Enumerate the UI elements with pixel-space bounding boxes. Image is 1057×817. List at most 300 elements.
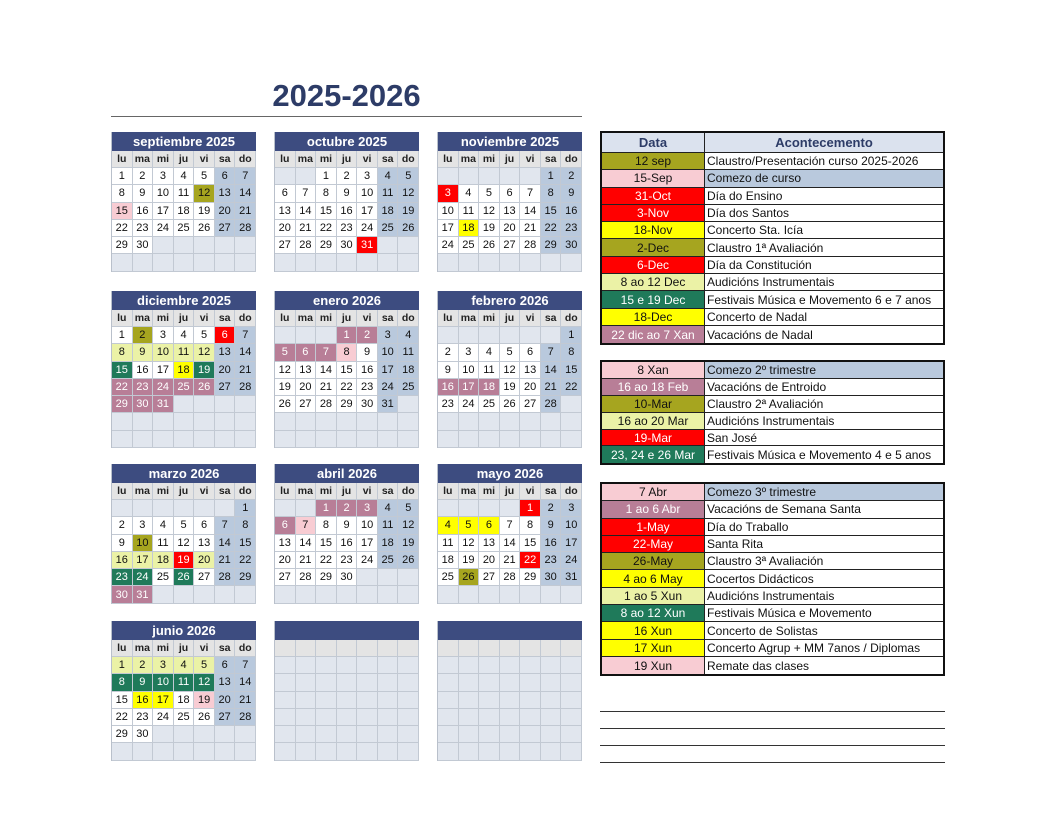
week-row: [112, 203, 256, 220]
day-cell: 24: [459, 396, 480, 413]
day-cell: [316, 431, 337, 448]
event-row: [602, 222, 943, 239]
day-cell: [541, 674, 562, 691]
day-cell: 7: [520, 185, 541, 202]
event-name: Festivais Música e Movemento 4 e 5 anos: [705, 446, 943, 463]
week-row: [275, 237, 419, 254]
month-header: diciembre 2025: [112, 291, 256, 310]
day-cell: 12: [479, 203, 500, 220]
day-cell: [194, 726, 215, 743]
day-cell: [479, 500, 500, 517]
events-header-row: [602, 133, 943, 153]
day-cell: 22: [541, 220, 562, 237]
day-cell: 28: [215, 569, 236, 586]
day-cell: 28: [500, 569, 521, 586]
weekday-label: vi: [194, 483, 215, 500]
day-cell: [479, 586, 500, 603]
day-cell: 22: [112, 709, 133, 726]
day-cell: 1: [541, 168, 562, 185]
day-cell: 21: [296, 552, 317, 569]
day-cell: 18: [378, 203, 399, 220]
day-cell: 18: [174, 692, 195, 709]
event-name: Claustro 2ª Avaliación: [705, 396, 943, 412]
day-cell: 18: [479, 379, 500, 396]
day-cell: 6: [275, 517, 296, 534]
day-cell: [337, 674, 358, 691]
day-cell: 17: [133, 552, 154, 569]
week-row: [275, 220, 419, 237]
event-date: 19-Mar: [602, 430, 705, 446]
day-cell: 21: [215, 552, 236, 569]
weekday-label: vi: [194, 151, 215, 168]
day-cell: 3: [438, 185, 459, 202]
day-cell: [438, 254, 459, 271]
weekday-label: do: [235, 483, 256, 500]
day-cell: 7: [316, 344, 337, 361]
day-cell: 25: [378, 552, 399, 569]
day-cell: 3: [153, 657, 174, 674]
day-cell: 27: [215, 709, 236, 726]
day-cell: [541, 709, 562, 726]
event-name: Concerto Sta. Icía: [705, 222, 943, 238]
weekday-label: ma: [459, 151, 480, 168]
day-cell: 22: [337, 379, 358, 396]
day-cell: 24: [561, 552, 582, 569]
day-cell: 4: [378, 500, 399, 517]
weekday-label: ju: [337, 151, 358, 168]
event-date: 18-Dec: [602, 309, 705, 325]
month-calendar-enero: [274, 291, 419, 448]
day-cell: 10: [357, 517, 378, 534]
week-row: [112, 535, 256, 552]
day-cell: 6: [194, 517, 215, 534]
day-cell: [235, 254, 256, 271]
day-cell: 1: [112, 168, 133, 185]
day-cell: 3: [378, 327, 399, 344]
event-row: [602, 362, 943, 379]
day-cell: 23: [133, 220, 154, 237]
event-name: Comezo 2º trimestre: [705, 362, 943, 378]
day-cell: [438, 168, 459, 185]
day-cell: [500, 327, 521, 344]
weekday-label: lu: [275, 310, 296, 327]
week-row: [275, 569, 419, 586]
event-row: [602, 588, 943, 605]
weekday-label: do: [235, 640, 256, 657]
day-cell: 17: [378, 362, 399, 379]
day-cell: 22: [112, 379, 133, 396]
week-row: [275, 586, 419, 603]
day-cell: [561, 431, 582, 448]
day-cell: [316, 709, 337, 726]
weekday-label: [520, 640, 541, 657]
day-cell: [561, 254, 582, 271]
notes-line: [600, 711, 945, 712]
weekday-row: [112, 483, 256, 500]
day-cell: [479, 254, 500, 271]
day-cell: [337, 743, 358, 760]
week-row: [112, 254, 256, 271]
week-row: [275, 396, 419, 413]
day-cell: 19: [174, 552, 195, 569]
event-date: 18-Nov: [602, 222, 705, 238]
day-cell: 5: [398, 168, 419, 185]
day-cell: [337, 254, 358, 271]
weekday-label: mi: [479, 483, 500, 500]
day-cell: 17: [459, 379, 480, 396]
event-row: [602, 605, 943, 622]
day-cell: 23: [561, 220, 582, 237]
day-cell: 24: [378, 379, 399, 396]
day-cell: 8: [561, 344, 582, 361]
day-cell: 12: [194, 185, 215, 202]
day-cell: [438, 692, 459, 709]
day-cell: 15: [235, 535, 256, 552]
day-cell: [275, 413, 296, 430]
day-cell: [296, 743, 317, 760]
week-row: [275, 709, 419, 726]
day-cell: 11: [174, 185, 195, 202]
weekday-label: sa: [541, 151, 562, 168]
day-cell: [561, 726, 582, 743]
day-cell: 11: [459, 203, 480, 220]
day-cell: [174, 254, 195, 271]
day-cell: 10: [357, 185, 378, 202]
day-cell: 15: [112, 203, 133, 220]
day-cell: [357, 726, 378, 743]
day-cell: [275, 726, 296, 743]
day-cell: [438, 657, 459, 674]
day-cell: [296, 327, 317, 344]
day-cell: 21: [296, 220, 317, 237]
weekday-label: mi: [153, 483, 174, 500]
weekday-label: ju: [500, 310, 521, 327]
day-cell: [398, 674, 419, 691]
day-cell: 13: [194, 535, 215, 552]
day-cell: [520, 674, 541, 691]
month-calendar-octubre: [274, 132, 419, 272]
day-cell: 15: [337, 362, 358, 379]
day-cell: [357, 743, 378, 760]
day-cell: 29: [316, 237, 337, 254]
calendar-title: 2025-2026: [272, 78, 421, 113]
day-cell: 29: [316, 569, 337, 586]
day-cell: 30: [133, 726, 154, 743]
day-cell: [520, 726, 541, 743]
event-row: [602, 257, 943, 274]
day-cell: 8: [112, 344, 133, 361]
event-name: Día dos Santos: [705, 205, 943, 221]
day-cell: 11: [378, 517, 399, 534]
weekday-label: ma: [459, 310, 480, 327]
week-row: [275, 552, 419, 569]
event-name: Festivais Música e Movemento: [705, 605, 943, 621]
week-row: [112, 517, 256, 534]
day-cell: 19: [459, 552, 480, 569]
day-cell: 10: [459, 362, 480, 379]
day-cell: [112, 254, 133, 271]
event-name: Día da Constitución: [705, 257, 943, 273]
day-cell: [459, 168, 480, 185]
day-cell: [296, 254, 317, 271]
day-cell: [561, 692, 582, 709]
day-cell: 27: [296, 396, 317, 413]
day-cell: [133, 254, 154, 271]
day-cell: [153, 431, 174, 448]
day-cell: [215, 413, 236, 430]
weekday-label: do: [561, 310, 582, 327]
day-cell: [378, 586, 399, 603]
event-name: Cocertos Didácticos: [705, 570, 943, 586]
day-cell: 9: [541, 517, 562, 534]
weekday-row: [275, 483, 419, 500]
weekday-label: mi: [479, 151, 500, 168]
day-cell: [316, 743, 337, 760]
weekday-row: [112, 310, 256, 327]
week-row: [112, 709, 256, 726]
day-cell: 4: [398, 327, 419, 344]
day-cell: [500, 413, 521, 430]
day-cell: 23: [438, 396, 459, 413]
day-cell: 27: [520, 396, 541, 413]
day-cell: 4: [459, 185, 480, 202]
day-cell: 11: [174, 344, 195, 361]
day-cell: 28: [296, 237, 317, 254]
event-name: Día do Traballo: [705, 519, 943, 535]
day-cell: 23: [357, 379, 378, 396]
day-cell: 27: [215, 379, 236, 396]
month-header: febrero 2026: [438, 291, 582, 310]
day-cell: [500, 674, 521, 691]
day-cell: [479, 168, 500, 185]
day-cell: [275, 254, 296, 271]
day-cell: 7: [235, 168, 256, 185]
day-cell: 7: [500, 517, 521, 534]
week-row: [438, 569, 582, 586]
day-cell: 29: [541, 237, 562, 254]
day-cell: 11: [479, 362, 500, 379]
day-cell: 1: [520, 500, 541, 517]
weekday-label: ma: [296, 310, 317, 327]
day-cell: [235, 586, 256, 603]
day-cell: [153, 726, 174, 743]
day-cell: [459, 692, 480, 709]
day-cell: 19: [194, 692, 215, 709]
week-row: [438, 396, 582, 413]
day-cell: [500, 692, 521, 709]
day-cell: 5: [194, 657, 215, 674]
day-cell: [520, 327, 541, 344]
day-cell: 20: [520, 379, 541, 396]
day-cell: 1: [561, 327, 582, 344]
day-cell: [153, 254, 174, 271]
day-cell: 4: [174, 657, 195, 674]
day-cell: [541, 743, 562, 760]
day-cell: 3: [133, 517, 154, 534]
day-cell: 24: [133, 569, 154, 586]
day-cell: [153, 743, 174, 760]
day-cell: [215, 586, 236, 603]
weekday-label: vi: [357, 310, 378, 327]
day-cell: [398, 709, 419, 726]
day-cell: 6: [296, 344, 317, 361]
day-cell: 12: [500, 362, 521, 379]
day-cell: 18: [378, 535, 399, 552]
weekday-label: [561, 640, 582, 657]
weekday-label: ma: [296, 483, 317, 500]
week-row: [112, 569, 256, 586]
day-cell: 17: [357, 535, 378, 552]
weekday-label: ju: [174, 640, 195, 657]
day-cell: 8: [316, 185, 337, 202]
day-cell: [541, 657, 562, 674]
week-row: [275, 500, 419, 517]
day-cell: [275, 168, 296, 185]
day-cell: [398, 569, 419, 586]
weekday-label: [337, 640, 358, 657]
day-cell: [174, 237, 195, 254]
day-cell: 9: [337, 185, 358, 202]
week-row: [275, 254, 419, 271]
week-row: [438, 203, 582, 220]
week-row: [275, 344, 419, 361]
event-date: 16 ao 20 Mar: [602, 413, 705, 429]
day-cell: 25: [378, 220, 399, 237]
day-cell: [378, 674, 399, 691]
day-cell: 1: [316, 168, 337, 185]
day-cell: 21: [520, 220, 541, 237]
week-row: [112, 237, 256, 254]
day-cell: [438, 674, 459, 691]
day-cell: [357, 657, 378, 674]
day-cell: [479, 692, 500, 709]
weekday-label: ma: [133, 483, 154, 500]
day-cell: [296, 657, 317, 674]
week-row: [112, 327, 256, 344]
day-cell: [438, 586, 459, 603]
day-cell: 3: [561, 500, 582, 517]
day-cell: 29: [112, 237, 133, 254]
month-header: mayo 2026: [438, 464, 582, 483]
day-cell: [337, 709, 358, 726]
day-cell: [337, 431, 358, 448]
weekday-label: lu: [275, 151, 296, 168]
week-row: [275, 327, 419, 344]
day-cell: 30: [561, 237, 582, 254]
day-cell: 28: [296, 569, 317, 586]
day-cell: 28: [235, 379, 256, 396]
day-cell: 30: [541, 569, 562, 586]
event-name: Concerto Agrup + MM 7anos / Diplomas: [705, 640, 943, 656]
day-cell: 26: [194, 220, 215, 237]
day-cell: [500, 500, 521, 517]
day-cell: 2: [112, 517, 133, 534]
day-cell: 12: [275, 362, 296, 379]
day-cell: [296, 413, 317, 430]
day-cell: [459, 743, 480, 760]
event-date: 4 ao 6 May: [602, 570, 705, 586]
weekday-label: lu: [112, 483, 133, 500]
day-cell: 10: [153, 344, 174, 361]
week-row: [438, 535, 582, 552]
day-cell: 27: [194, 569, 215, 586]
event-row: [602, 501, 943, 518]
day-cell: 15: [316, 535, 337, 552]
week-row: [275, 726, 419, 743]
week-row: [438, 552, 582, 569]
event-date: 8 Xan: [602, 362, 705, 378]
week-row: [112, 586, 256, 603]
day-cell: 7: [296, 517, 317, 534]
day-cell: 22: [561, 379, 582, 396]
day-cell: [357, 431, 378, 448]
week-row: [112, 657, 256, 674]
day-cell: 10: [378, 344, 399, 361]
day-cell: [378, 657, 399, 674]
day-cell: [520, 168, 541, 185]
day-cell: [296, 431, 317, 448]
week-row: [275, 674, 419, 691]
day-cell: 5: [479, 185, 500, 202]
day-cell: 31: [561, 569, 582, 586]
week-row: [112, 379, 256, 396]
day-cell: [520, 431, 541, 448]
event-date: 8 ao 12 Dec: [602, 274, 705, 290]
notes-line: [600, 762, 945, 763]
day-cell: [398, 726, 419, 743]
weekday-label: sa: [215, 151, 236, 168]
day-cell: 12: [194, 344, 215, 361]
day-cell: [378, 254, 399, 271]
day-cell: 19: [194, 203, 215, 220]
day-cell: 26: [398, 552, 419, 569]
day-cell: [153, 586, 174, 603]
week-row: [438, 726, 582, 743]
notes-line: [600, 745, 945, 746]
weekday-label: do: [561, 483, 582, 500]
week-row: [112, 726, 256, 743]
day-cell: 10: [153, 674, 174, 691]
day-cell: 20: [215, 692, 236, 709]
day-cell: [316, 726, 337, 743]
day-cell: 5: [194, 168, 215, 185]
week-row: [438, 379, 582, 396]
week-row: [438, 168, 582, 185]
day-cell: [235, 396, 256, 413]
month-calendar-empty: [274, 621, 419, 761]
event-name: Claustro 1ª Avaliación: [705, 239, 943, 255]
day-cell: [194, 396, 215, 413]
day-cell: [378, 431, 399, 448]
day-cell: 31: [133, 586, 154, 603]
day-cell: 16: [561, 203, 582, 220]
day-cell: 25: [459, 237, 480, 254]
day-cell: 27: [500, 237, 521, 254]
month-header: junio 2026: [112, 621, 256, 640]
day-cell: 15: [316, 203, 337, 220]
day-cell: [316, 586, 337, 603]
event-name: Audicións Instrumentais: [705, 274, 943, 290]
day-cell: 27: [275, 569, 296, 586]
weekday-row: [275, 151, 419, 168]
day-cell: [459, 431, 480, 448]
weekday-label: ju: [337, 483, 358, 500]
day-cell: 8: [112, 674, 133, 691]
day-cell: [520, 657, 541, 674]
weekday-label: lu: [112, 310, 133, 327]
day-cell: 29: [112, 396, 133, 413]
day-cell: [316, 413, 337, 430]
